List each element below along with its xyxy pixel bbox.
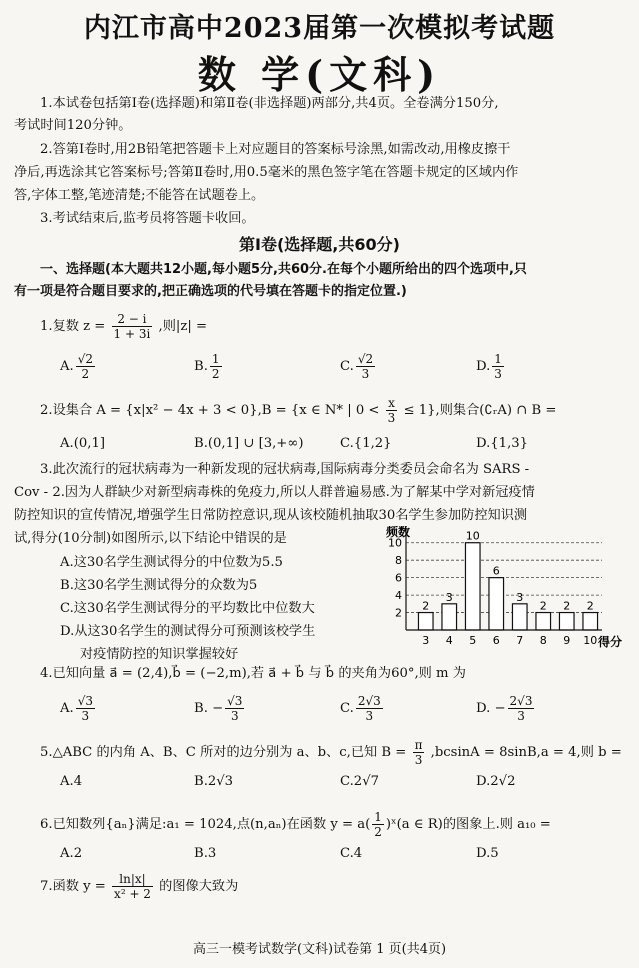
section-desc-a: 一、选择题(本大题共12小题,每小题5分,共60分.在每个小题所给出的四个选项中,只	[40, 262, 527, 277]
q4-c-label: C.	[340, 701, 354, 716]
bar	[418, 613, 433, 630]
q3-option-c: C.这30名学生测试得分的平均数比中位数大	[60, 601, 315, 616]
exam-subject: 数 学(文科)	[197, 52, 442, 97]
q2-stem-pre: 2.设集合 A = {x|x² − 4x + 3 < 0},B = {x ∈ N* | 0 <	[40, 403, 380, 418]
q7-stem-post: 的图像大致为	[159, 879, 239, 894]
q5-stem-pre: 5.△ABC 的内角 A、B、C 所对的边分别为 a、b、c,已知 B =	[40, 745, 407, 760]
q3-line-3: 防控知识的宣传情况,增强学生日常防控意识,现从该校随机抽取30名学生参加防控知识测	[14, 508, 528, 523]
q7-stem-pre: 7.函数 y =	[40, 879, 106, 894]
q4-option-b	[194, 694, 246, 723]
q5-option-d: D.2√2	[476, 774, 516, 789]
instruction-2a: 2.答第Ⅰ卷时,用2B铅笔把答题卡上对应题目的答案标号涂黑,如需改动,用橡皮擦干	[40, 142, 511, 157]
chart-bars	[418, 543, 597, 630]
bar-value-label: 2	[586, 599, 594, 613]
q1-c-label: C.	[340, 359, 354, 374]
instruction-2c: 答,字体工整,笔迹清楚;不能答在试题卷上。	[14, 188, 265, 203]
q5-stem-post: ,bcsinA = 8sinB,a = 4,则 b =	[430, 745, 622, 760]
bar-value-label: 3	[516, 590, 524, 604]
q1-d-label: D.	[476, 359, 491, 374]
q4-option-c	[340, 694, 385, 723]
q1-option-b	[194, 352, 224, 381]
q4-d-label: D. −	[476, 701, 506, 716]
q6-frac-den: 2	[374, 825, 382, 839]
question-7-stem	[14, 872, 639, 901]
q6-option-d: D.5	[476, 846, 499, 861]
bar-value-label: 6	[492, 564, 500, 578]
q4-b-label: B. −	[194, 701, 224, 716]
q4-a-label: A.	[60, 701, 74, 716]
q2-stem-post: ≤ 1},则集合(∁ᵣA) ∩ B =	[403, 403, 557, 418]
q5-option-a: A.4	[60, 774, 83, 789]
q3-line-4: 试,得分(10分制)如图所示,以下结论中错误的是	[14, 531, 287, 546]
q6-frac-num: 1	[374, 810, 382, 824]
q5-frac-den: 3	[414, 753, 423, 767]
y-tick-label: 4	[395, 589, 402, 603]
bar-value-label: 2	[539, 599, 547, 613]
bar-value-label: 3	[445, 590, 453, 604]
x-tick-label: 4	[445, 634, 453, 647]
question-2-stem	[14, 396, 639, 425]
x-tick-label: 6	[492, 634, 500, 647]
q2-frac-num: x	[386, 396, 398, 411]
q1-option-d	[476, 352, 506, 381]
q5-option-b: B.2√3	[194, 774, 234, 789]
bar-value-label: 10	[465, 529, 480, 543]
q3-line-1: 3.此次流行的冠状病毒为一种新发现的冠状病毒,国际病毒分类委员会命名为 SARS -	[40, 462, 530, 477]
x-tick-label: 7	[516, 634, 524, 647]
y-axis-label: 频数	[386, 526, 411, 539]
x-tick-label: 9	[563, 634, 571, 647]
q4-a-den: 3	[81, 709, 90, 723]
q1-stem-post: ,则|z| =	[158, 319, 208, 334]
q5-frac-num: π	[414, 738, 423, 752]
bar	[536, 613, 551, 630]
bar	[583, 613, 598, 630]
bar	[512, 604, 527, 630]
q1-d-num: 1	[494, 352, 502, 366]
q2-option-a: A.(0,1]	[60, 436, 105, 451]
q2-frac-den: 3	[387, 411, 396, 425]
q1-b-label: B.	[194, 359, 208, 374]
q4-b-num: √3	[227, 694, 243, 708]
q4-option-a	[60, 694, 97, 723]
q1-b-den: 2	[211, 367, 220, 381]
bar-value-label: 2	[422, 599, 430, 613]
q1-denominator: 1 + 3i	[113, 327, 151, 341]
q6-option-c: C.4	[340, 846, 363, 861]
q1-stem-pre: 1.复数 z =	[40, 319, 106, 334]
q4-c-den: 3	[365, 709, 374, 723]
q3-option-a: A.这30名学生测试得分的中位数为5.5	[60, 555, 283, 570]
q4-option-d	[476, 694, 536, 723]
x-tick-label: 5	[469, 634, 477, 647]
page-footer: 高三一模考试数学(文科)试卷第 1 页(共4页)	[192, 942, 447, 957]
exam-title: 内江市高中2023届第一次模拟考试题	[83, 13, 556, 44]
q1-b-num: 1	[211, 352, 220, 366]
question-6-stem	[14, 810, 639, 839]
instruction-1a: 1.本试卷包括第Ⅰ卷(选择题)和第Ⅱ卷(非选择题)两部分,共4页。全卷满分150分,	[40, 96, 499, 111]
bar	[465, 543, 480, 630]
x-tick-label: 10	[583, 634, 598, 647]
q7-frac-num: ln|x|	[112, 872, 153, 887]
bar	[559, 613, 574, 630]
x-tick-label: 3	[422, 634, 430, 647]
q2-option-b: B.(0,1] ∪ [3,+∞)	[194, 436, 304, 451]
bar-value-label: 2	[563, 599, 571, 613]
instruction-3: 3.考试结束后,监考员将答题卡收回。	[40, 211, 255, 226]
score-frequency-chart	[380, 526, 632, 656]
q1-option-c	[340, 352, 377, 381]
q1-d-den: 3	[494, 367, 502, 381]
y-tick-label: 10	[388, 536, 402, 550]
q4-a-num: √3	[77, 694, 93, 708]
q1-numerator: 2 − i	[112, 312, 153, 327]
y-tick-label: 8	[395, 554, 402, 568]
q4-c-num: 2√3	[357, 694, 381, 708]
y-tick-label: 2	[395, 606, 402, 620]
question-5-stem	[14, 738, 639, 767]
bar	[442, 604, 457, 630]
q3-option-d-line-2: 对疫情防控的知识掌握较好	[80, 647, 239, 662]
q4-b-den: 3	[230, 709, 239, 723]
instruction-1b: 考试时间120分钟。	[14, 118, 132, 133]
q1-c-num: √2	[357, 352, 374, 366]
bar	[489, 578, 504, 630]
y-tick-label: 6	[395, 571, 402, 585]
section-title: 第Ⅰ卷(选择题,共60分)	[239, 235, 400, 254]
q3-line-2: Cov - 2.因为人群缺少对新型病毒株的免疫力,所以人群普遍易感.为了解某中学对新冠疫情	[14, 485, 535, 500]
q6-option-a: A.2	[60, 846, 83, 861]
q2-option-c: C.{1,2}	[340, 436, 392, 451]
q1-a-label: A.	[60, 359, 74, 374]
q1-c-den: 3	[361, 367, 370, 381]
q5-option-c: C.2√7	[340, 774, 379, 789]
q6-stem-pre: 6.已知数列{aₙ}满足:a₁ = 1024,点(n,aₙ)在函数 y = a(	[40, 817, 371, 832]
q2-option-d: D.{1,3}	[476, 436, 529, 451]
question-1-stem	[14, 312, 639, 341]
q3-option-d-line-1: D.从这30名学生的测试得分可预测该校学生	[60, 624, 316, 639]
q3-option-b: B.这30名学生测试得分的众数为5	[60, 578, 258, 593]
q1-a-num: √2	[77, 352, 93, 366]
question-4-stem: 4.已知向量 a⃗ = (2,4),b⃗ = (−2,m),若 a⃗ + b⃗ 与 b⃗ 的夹角为60°,则 m 为	[40, 666, 466, 681]
section-desc-b: 有一项是符合题目要求的,把正确选项的代号填在答题卡的指定位置.)	[14, 284, 407, 299]
q4-d-num: 2√3	[509, 694, 533, 708]
q1-fraction	[112, 312, 153, 341]
q4-d-den: 3	[517, 709, 525, 723]
q1-option-a	[60, 352, 97, 381]
instruction-2b: 净后,再选涂其它答案标号;答第Ⅱ卷时,用0.5毫米的黑色签字笔在答题卡规定的区域内作	[14, 165, 519, 180]
x-axis-label: 得分	[598, 635, 623, 649]
q6-stem-post: )ˣ(a ∈ R)的图象上.则 a₁₀ =	[385, 817, 551, 832]
x-tick-label: 8	[539, 634, 547, 647]
q6-option-b: B.3	[194, 846, 217, 861]
q7-frac-den: x² + 2	[114, 887, 151, 901]
q1-a-den: 2	[81, 367, 90, 381]
